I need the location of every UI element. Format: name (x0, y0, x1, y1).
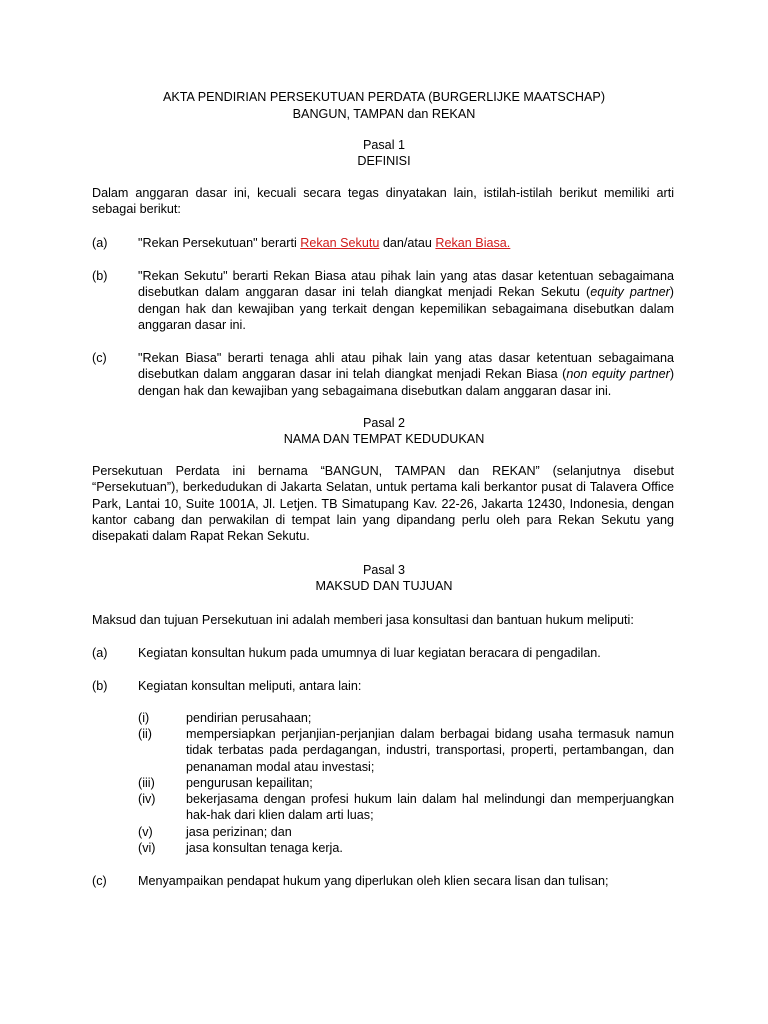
item-label: (a) (92, 646, 108, 660)
subitem-text: jasa konsultan tenaga kerja. (186, 841, 343, 855)
subitem-label: (iv) (138, 792, 156, 806)
subitem-label: (vi) (138, 841, 156, 855)
subitem-text: jasa perizinan; dan (186, 825, 292, 839)
definition-text: ) dengan hak dan kewajiban yang sebagaimana disebutkan dalam anggaran dasar ini. (138, 367, 675, 398)
definition-a (138, 235, 674, 251)
item-label: (a) (92, 236, 108, 250)
document-subtitle: BANGUN, TAMPAN dan REKAN (292, 107, 476, 121)
item-label: (b) (92, 679, 108, 693)
pasal-2-paragraph: Persekutuan Perdata ini bernama “BANGUN, TAMPAN dan REKAN” (selanjutnya disebut “Persekutuan”), berkedudukan di Jakarta Selatan, untuk pertama kali berkantor pusat di Talavera Office Park, Lantai 10, Suite 1001A, Jl. Letjen. TB Simatupang Kav. 22-26, Jakarta 12430, Indonesia, dengan kantor cabang dan perwakilan di tempat lain yang dipandang perlu oleh para Rekan Sekutu yang disepakati dalam Rapat Rekan Sekutu. (92, 464, 674, 544)
definition-text: ) dengan hak dan kewajiban yang terkait dengan kepemilikan sebagaimana disebutkan dalam anggaran dasar ini. (138, 285, 674, 332)
definition-text: "Rekan Persekutuan" berarti (138, 236, 301, 250)
pasal-3-heading: Pasal 3 (362, 563, 405, 577)
subitem-label: (v) (138, 825, 153, 839)
subitem-text: bekerjasama dengan profesi hukum lain dalam hal melindungi dan memperjuangkan hak-hak dari klien dalam arti luas; (186, 792, 674, 823)
subitem-text: pengurusan kepailitan; (186, 776, 313, 790)
definition-italic-term: non equity partner (566, 367, 670, 382)
definition-text: "Rekan Sekutu" berarti Rekan Biasa atau pihak lain yang atas dasar ketentuan sebagaimana disebutkan dalam anggaran dasar ini telah diangkat menjadi Rekan Sekutu ( (138, 269, 674, 300)
pasal-3-subheading: MAKSUD DAN TUJUAN (315, 579, 453, 593)
subitem-text: pendirian perusahaan; (186, 711, 312, 725)
item-label: (c) (92, 874, 107, 888)
subitem-text: mempersiapkan perjanjian-perjanjian dalam berbagai bidang usaha termasuk namun tidak terbatas pada perdagangan, industri, transportasi, properti, pertambangan, dan penanaman modal atau investasi; (186, 727, 674, 774)
pasal-3-intro: Maksud dan tujuan Persekutuan ini adalah memberi jasa konsultasi dan bantuan hukum meliputi: (92, 613, 634, 627)
definition-italic-term: equity partner (590, 285, 670, 300)
pasal-1-subheading: DEFINISI (357, 154, 411, 168)
definition-text: dan/atau (379, 236, 436, 250)
purpose-item-b: Kegiatan konsultan meliputi, antara lain: (138, 679, 362, 693)
definition-b (138, 268, 674, 333)
rekan-biasa-link[interactable]: Rekan Biasa. (435, 236, 511, 250)
document-title: AKTA PENDIRIAN PERSEKUTUAN PERDATA (BURGERLIJKE MAATSCHAP) (162, 90, 606, 104)
item-label: (c) (92, 351, 107, 365)
purpose-item-a: Kegiatan konsultan hukum pada umumnya di luar kegiatan beracara di pengadilan. (138, 646, 601, 660)
rekan-sekutu-link[interactable]: Rekan Sekutu (300, 236, 380, 250)
subitem-label: (iii) (138, 776, 155, 790)
subitem-label: (i) (138, 711, 150, 725)
purpose-item-c: Menyampaikan pendapat hukum yang diperlukan oleh klien secara lisan dan tulisan; (138, 874, 609, 888)
pasal-1-heading: Pasal 1 (362, 138, 405, 152)
pasal-1-intro: Dalam anggaran dasar ini, kecuali secara tegas dinyatakan lain, istilah-istilah berikut memiliki arti sebagai berikut: (92, 186, 674, 217)
pasal-2-heading: Pasal 2 (362, 416, 405, 430)
definition-text: "Rekan Biasa" berarti tenaga ahli atau pihak lain yang atas dasar ketentuan sebagaimana disebutkan dalam anggaran dasar ini telah diangkat menjadi Rekan Biasa ( (138, 351, 674, 382)
subitem-label: (ii) (138, 727, 152, 741)
definition-c (138, 350, 674, 399)
item-label: (b) (92, 269, 108, 283)
pasal-2-subheading: NAMA DAN TEMPAT KEDUDUKAN (283, 432, 485, 446)
